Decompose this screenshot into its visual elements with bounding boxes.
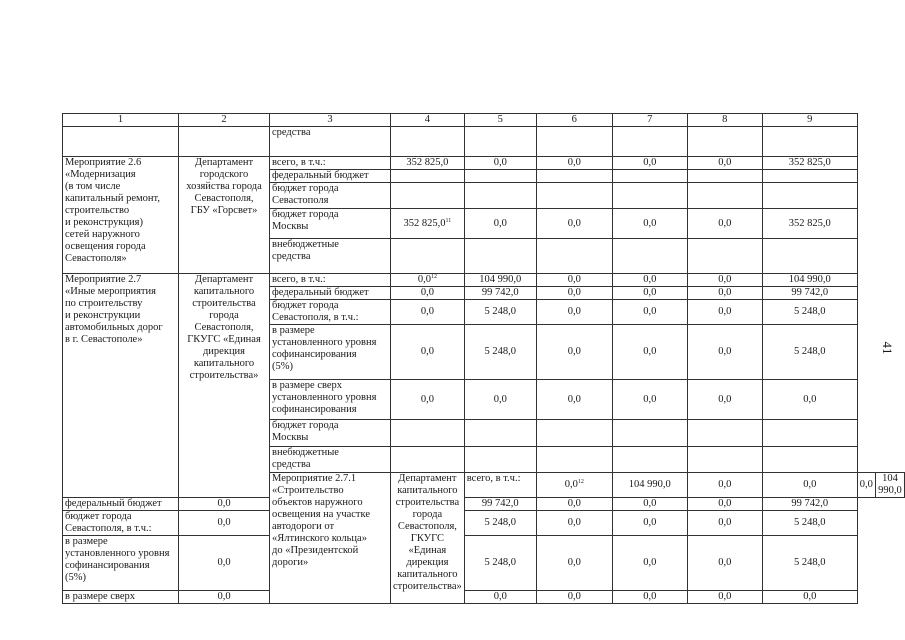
amount-value: 0,0 bbox=[803, 591, 817, 602]
table-row bbox=[63, 157, 905, 170]
amount-value: 5 248,0 bbox=[484, 517, 517, 528]
amount-cell bbox=[464, 157, 536, 170]
page-number: 41 bbox=[880, 341, 895, 355]
amount-value: 0,0 bbox=[567, 557, 581, 568]
amount-value: 99 742,0 bbox=[791, 287, 829, 298]
amount-value: 0,0 bbox=[567, 274, 581, 285]
amount-value: 0,0 bbox=[564, 479, 578, 490]
amount-value: 104 990,0 bbox=[788, 274, 831, 285]
amount-cell bbox=[391, 239, 465, 274]
amount-cell bbox=[536, 274, 612, 287]
amount-value: 0,0 bbox=[567, 591, 581, 602]
amount-value: 104 990,0 bbox=[628, 479, 671, 490]
amount-cell bbox=[536, 157, 612, 170]
event-cell: Мероприятие 2.7.1 «Строительство объектов наружного освещения на участке автодороги от «Ялтинского кольца» до «Президентской дороги» bbox=[270, 473, 391, 604]
table-row bbox=[63, 127, 905, 157]
amount-cell bbox=[612, 325, 687, 380]
amount-cell bbox=[536, 239, 612, 274]
amount-cell bbox=[612, 420, 687, 447]
amount-cell bbox=[762, 209, 857, 239]
amount-value: 0,0 bbox=[643, 274, 657, 285]
header-cell: 4 bbox=[391, 114, 465, 127]
amount-cell bbox=[612, 170, 687, 183]
amount-value: 0,0 bbox=[718, 479, 732, 490]
event-cell: Мероприятие 2.6 «Модернизация (в том числе капитальный ремонт, строительство и реконструкция) сетей наружного освещения города Севастополя» bbox=[63, 157, 179, 274]
amount-value: 0,0 bbox=[718, 274, 732, 285]
amount-cell bbox=[612, 300, 687, 325]
amount-value: 0,0 bbox=[417, 274, 431, 285]
amount-value: 0,0 bbox=[643, 287, 657, 298]
amount-value: 0,0 bbox=[718, 157, 732, 168]
amount-value: 0,0 bbox=[718, 517, 732, 528]
amount-cell bbox=[536, 183, 612, 209]
amount-value: 0,0 bbox=[493, 591, 507, 602]
header-cell: 5 bbox=[464, 114, 536, 127]
amount-value: 0,0 bbox=[718, 498, 732, 509]
source-cell: внебюджетные средства bbox=[270, 447, 391, 473]
amount-cell bbox=[612, 274, 687, 287]
amount-cell bbox=[464, 300, 536, 325]
amount-cell bbox=[687, 274, 762, 287]
amount-cell bbox=[536, 380, 612, 420]
amount-cell bbox=[391, 287, 465, 300]
amount-value: 0,0 bbox=[420, 306, 434, 317]
amount-cell bbox=[391, 127, 465, 157]
amount-cell bbox=[687, 170, 762, 183]
amount-value: 0,0 bbox=[803, 393, 817, 405]
amount-cell bbox=[464, 287, 536, 300]
header-cell: 2 bbox=[179, 114, 270, 127]
amount-cell bbox=[391, 183, 465, 209]
amount-value: 5 248,0 bbox=[794, 517, 826, 528]
amount-value: 0,0 bbox=[643, 557, 657, 568]
amount-cell bbox=[762, 420, 857, 447]
amount-value: 99 742,0 bbox=[481, 287, 519, 298]
amount-cell bbox=[391, 380, 465, 420]
amount-cell bbox=[536, 591, 612, 604]
source-cell: бюджет города Москвы bbox=[270, 420, 391, 447]
amount-cell bbox=[391, 209, 465, 239]
amount-value: 0,0 bbox=[567, 517, 581, 528]
source-cell: федеральный бюджет bbox=[63, 498, 179, 511]
source-cell: в размере установленного уровня софинансирования (5%) bbox=[63, 536, 179, 591]
executor-cell bbox=[179, 127, 270, 157]
amount-cell bbox=[687, 325, 762, 380]
amount-cell bbox=[687, 473, 762, 498]
amount-cell bbox=[464, 127, 536, 157]
amount-cell bbox=[762, 325, 857, 380]
source-cell: бюджет города Севастополя, в т.ч.: bbox=[270, 300, 391, 325]
amount-value: 0,0 bbox=[643, 393, 657, 405]
amount-value: 0,0 bbox=[217, 591, 231, 602]
amount-cell bbox=[612, 287, 687, 300]
amount-cell bbox=[612, 183, 687, 209]
amount-value: 0,0 bbox=[643, 217, 657, 229]
amount-value: 5 248,0 bbox=[794, 557, 826, 568]
amount-value: 0,0 bbox=[217, 557, 231, 568]
amount-value: 352 825,0 bbox=[788, 157, 831, 168]
amount-cell bbox=[464, 209, 536, 239]
source-cell: в размере сверх установленного уровня софинансирования bbox=[270, 380, 391, 420]
amount-cell bbox=[762, 127, 857, 157]
amount-cell bbox=[612, 239, 687, 274]
source-cell: всего, в т.ч.: bbox=[464, 473, 536, 498]
header-cell: 8 bbox=[687, 114, 762, 127]
amount-cell bbox=[612, 591, 687, 604]
financing-table bbox=[62, 113, 905, 604]
amount-cell bbox=[687, 536, 762, 591]
table-row bbox=[63, 591, 905, 604]
amount-cell bbox=[687, 498, 762, 511]
table-row bbox=[63, 536, 905, 591]
amount-cell bbox=[875, 473, 904, 498]
amount-cell bbox=[464, 325, 536, 380]
amount-cell bbox=[464, 380, 536, 420]
amount-cell bbox=[179, 511, 270, 536]
amount-cell bbox=[391, 300, 465, 325]
amount-cell bbox=[612, 536, 687, 591]
source-cell: всего, в т.ч.: bbox=[270, 157, 391, 170]
amount-value: 0,0 bbox=[420, 393, 434, 405]
amount-cell bbox=[687, 157, 762, 170]
amount-value: 0,0 bbox=[420, 346, 434, 357]
amount-cell bbox=[464, 183, 536, 209]
amount-cell bbox=[687, 420, 762, 447]
amount-value: 5 248,0 bbox=[484, 306, 517, 317]
amount-value: 352 825,0 bbox=[403, 217, 446, 229]
source-cell: внебюджетные средства bbox=[270, 239, 391, 274]
amount-value: 0,0 bbox=[567, 393, 581, 405]
amount-value: 0,0 bbox=[718, 393, 732, 405]
amount-value: 0,0 bbox=[718, 557, 732, 568]
amount-cell bbox=[687, 239, 762, 274]
amount-value: 0,0 bbox=[493, 157, 507, 168]
event-cell: Мероприятие 2.7 «Иные мероприятия по строительству и реконструкции автомобильных дорог в г. Севастополе» bbox=[63, 274, 179, 498]
amount-cell bbox=[536, 536, 612, 591]
amount-cell bbox=[536, 498, 612, 511]
amount-cell bbox=[391, 157, 465, 170]
amount-cell bbox=[391, 447, 465, 473]
amount-value: 0,0 bbox=[643, 591, 657, 602]
source-cell: бюджет города Севастополя bbox=[270, 183, 391, 209]
amount-value: 0,0 bbox=[718, 346, 732, 357]
amount-cell bbox=[612, 380, 687, 420]
amount-cell bbox=[687, 380, 762, 420]
amount-value: 0,0 bbox=[567, 157, 581, 168]
footnote-mark: 11 bbox=[445, 217, 452, 224]
amount-value: 0,0 bbox=[859, 479, 873, 490]
amount-cell bbox=[612, 127, 687, 157]
amount-value: 352 825,0 bbox=[406, 157, 449, 168]
amount-value: 0,0 bbox=[567, 287, 581, 298]
amount-value: 0,0 bbox=[567, 346, 581, 357]
amount-cell bbox=[464, 239, 536, 274]
amount-cell bbox=[391, 274, 465, 287]
header-cell: 9 bbox=[762, 114, 857, 127]
amount-cell bbox=[464, 591, 536, 604]
amount-cell bbox=[179, 536, 270, 591]
amount-value: 352 825,0 bbox=[788, 217, 831, 229]
amount-value: 0,0 bbox=[567, 498, 581, 509]
amount-cell bbox=[762, 183, 857, 209]
amount-cell bbox=[762, 170, 857, 183]
amount-cell bbox=[762, 239, 857, 274]
source-cell: бюджет города Севастополя, в т.ч.: bbox=[63, 511, 179, 536]
header-cell: 1 bbox=[63, 114, 179, 127]
amount-cell bbox=[464, 274, 536, 287]
amount-cell bbox=[762, 157, 857, 170]
amount-cell bbox=[464, 170, 536, 183]
amount-cell bbox=[179, 591, 270, 604]
amount-cell bbox=[762, 300, 857, 325]
amount-value: 0,0 bbox=[643, 498, 657, 509]
footnote-mark: 12 bbox=[577, 479, 584, 485]
amount-cell bbox=[687, 591, 762, 604]
amount-cell bbox=[612, 447, 687, 473]
amount-value: 0,0 bbox=[493, 217, 507, 229]
amount-cell bbox=[536, 287, 612, 300]
amount-cell bbox=[464, 511, 536, 536]
amount-value: 5 248,0 bbox=[484, 346, 517, 357]
amount-value: 104 990,0 bbox=[479, 274, 522, 285]
amount-cell bbox=[687, 447, 762, 473]
amount-value: 0,0 bbox=[643, 517, 657, 528]
amount-cell bbox=[762, 380, 857, 420]
amount-value: 0,0 bbox=[643, 157, 657, 168]
amount-cell bbox=[612, 511, 687, 536]
executor-cell: Департамент капитального строительства города Севастополя, ГКУГС «Единая дирекция капитального строительства» bbox=[179, 274, 270, 498]
amount-cell bbox=[687, 287, 762, 300]
amount-cell bbox=[762, 498, 857, 511]
amount-value: 99 742,0 bbox=[791, 498, 829, 509]
amount-cell bbox=[612, 209, 687, 239]
amount-value: 5 248,0 bbox=[794, 346, 826, 357]
amount-cell bbox=[464, 536, 536, 591]
amount-value: 104 990,0 bbox=[878, 473, 902, 496]
executor-cell: Департамент капитального строительства города Севастополя, ГКУГС «Единая дирекция капитального строительства» bbox=[391, 473, 465, 604]
amount-value: 0,0 bbox=[803, 479, 817, 490]
amount-cell bbox=[687, 183, 762, 209]
amount-value: 99 742,0 bbox=[481, 498, 519, 509]
source-cell: федеральный бюджет bbox=[270, 287, 391, 300]
source-cell: федеральный бюджет bbox=[270, 170, 391, 183]
header-cell: 3 bbox=[270, 114, 391, 127]
source-cell: в размере сверх bbox=[63, 591, 179, 604]
amount-cell bbox=[536, 170, 612, 183]
amount-value: 0,0 bbox=[718, 591, 732, 602]
amount-value: 0,0 bbox=[718, 217, 732, 229]
amount-value: 0,0 bbox=[217, 498, 231, 509]
event-cell bbox=[63, 127, 179, 157]
amount-cell bbox=[536, 511, 612, 536]
amount-cell bbox=[464, 447, 536, 473]
amount-cell bbox=[464, 498, 536, 511]
amount-value: 0,0 bbox=[217, 517, 231, 528]
amount-cell bbox=[179, 498, 270, 511]
amount-value: 5 248,0 bbox=[794, 306, 826, 317]
footnote-mark: 12 bbox=[430, 274, 437, 280]
amount-cell bbox=[536, 209, 612, 239]
amount-value: 0,0 bbox=[643, 306, 657, 317]
header-cell: 7 bbox=[612, 114, 687, 127]
amount-cell bbox=[762, 473, 857, 498]
amount-cell bbox=[857, 473, 875, 498]
source-cell: в размере установленного уровня софинансирования (5%) bbox=[270, 325, 391, 380]
amount-cell bbox=[762, 536, 857, 591]
amount-cell bbox=[762, 511, 857, 536]
amount-cell bbox=[687, 300, 762, 325]
table-header-row bbox=[63, 114, 905, 127]
source-cell: средства bbox=[270, 127, 391, 157]
amount-cell bbox=[536, 447, 612, 473]
amount-value: 0,0 bbox=[567, 306, 581, 317]
amount-value: 0,0 bbox=[718, 306, 732, 317]
amount-cell bbox=[536, 473, 612, 498]
amount-cell bbox=[762, 447, 857, 473]
table-row bbox=[63, 498, 905, 511]
amount-cell bbox=[536, 127, 612, 157]
amount-cell bbox=[536, 420, 612, 447]
amount-cell bbox=[464, 420, 536, 447]
amount-cell bbox=[762, 591, 857, 604]
source-cell: всего, в т.ч.: bbox=[270, 274, 391, 287]
table-row bbox=[63, 274, 905, 287]
amount-cell bbox=[687, 127, 762, 157]
table-row bbox=[63, 511, 905, 536]
amount-cell bbox=[687, 209, 762, 239]
amount-value: 5 248,0 bbox=[484, 557, 517, 568]
amount-cell bbox=[687, 511, 762, 536]
amount-value: 0,0 bbox=[420, 287, 434, 298]
amount-value: 0,0 bbox=[718, 287, 732, 298]
executor-cell: Департамент городского хозяйства города Севастополя, ГБУ «Горсвет» bbox=[179, 157, 270, 274]
amount-cell bbox=[762, 274, 857, 287]
amount-cell bbox=[612, 498, 687, 511]
amount-cell bbox=[536, 325, 612, 380]
header-cell: 6 bbox=[536, 114, 612, 127]
amount-cell bbox=[391, 420, 465, 447]
amount-value: 0,0 bbox=[493, 393, 507, 405]
source-cell: бюджет города Москвы bbox=[270, 209, 391, 239]
amount-value: 0,0 bbox=[643, 346, 657, 357]
amount-cell bbox=[612, 157, 687, 170]
amount-cell bbox=[762, 287, 857, 300]
amount-cell bbox=[612, 473, 687, 498]
amount-cell bbox=[536, 300, 612, 325]
amount-cell bbox=[391, 170, 465, 183]
amount-cell bbox=[391, 325, 465, 380]
amount-value: 0,0 bbox=[567, 217, 581, 229]
